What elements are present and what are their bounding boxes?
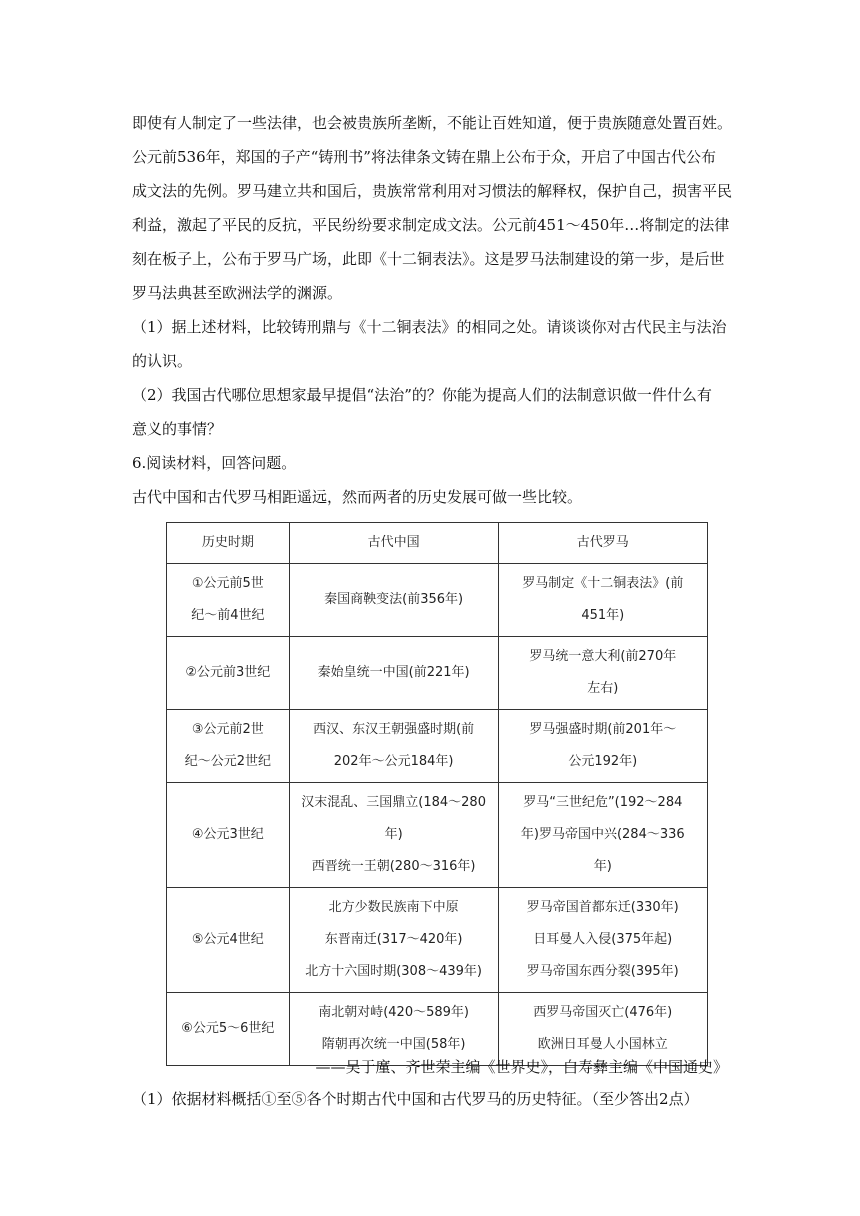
question-6-intro: 古代中国和古代罗马相距遥远，然而两者的历史发展可做一些比较。: [132, 488, 583, 506]
table-row: [167, 637, 708, 710]
question-5-1: [132, 310, 732, 378]
text-line: 罗马法典甚至欧洲法学的渊源。: [132, 284, 343, 302]
text-line: （2）我国古代哪位思想家最早提倡“法治”的？你能为提高人们的法制意识做一件什么有: [132, 386, 712, 404]
cell-line: 秦始皇统一中国(前221年): [317, 665, 470, 680]
cell-line: 年)罗马帝国中兴(284～336: [520, 827, 685, 842]
cell-line: 202年～公元184年): [333, 754, 454, 769]
china-cell: [289, 637, 498, 710]
china-cell: [289, 888, 498, 993]
cell-line: 451年): [581, 608, 625, 623]
table-row: [167, 710, 708, 783]
cell-line: 罗马制定《十二铜表法》(前: [522, 576, 684, 591]
cell-line: 南北朝对峙(420～589年): [318, 1005, 469, 1020]
cell-line: 隋朝再次统一中国(58年): [321, 1037, 466, 1052]
text-line: 利益，激起了平民的反抗，平民纷纷要求制定成文法。公元前451～450年…将制定的法律: [132, 216, 730, 234]
history-comparison-table: [166, 522, 708, 1066]
text-line: 的认识。: [132, 352, 193, 370]
rome-cell: [498, 637, 707, 710]
cell-line: ③公元前2世: [191, 722, 264, 737]
cell-line: 罗马统一意大利(前270年: [529, 649, 677, 664]
period-cell: [167, 888, 290, 993]
cell-line: 西晋统一王朝(280～316年): [311, 859, 476, 874]
period-cell: [167, 993, 290, 1066]
rome-cell: [498, 888, 707, 993]
cell-line: 罗马帝国东西分裂(395年): [526, 964, 679, 979]
table-row: [167, 783, 708, 888]
period-cell: [167, 564, 290, 637]
cell-line: 左右): [587, 681, 619, 696]
cell-line: ⑥公元5～6世纪: [181, 1021, 275, 1036]
cell-line: 秦国商鞅变法(前356年): [324, 592, 464, 607]
text-line: 公元前536年，郑国的子产“铸刑书”将法律条文铸在鼎上公布于众，开启了中国古代公布: [132, 148, 716, 166]
text-line: 即使有人制定了一些法律，也会被贵族所垄断，不能让百姓知道，便于贵族随意处置百姓。: [132, 114, 732, 132]
period-cell: [167, 783, 290, 888]
header-china: 古代中国: [289, 523, 498, 564]
cell-line: 日耳曼人入侵(375年起): [533, 932, 673, 947]
cell-line: 公元192年): [568, 754, 638, 769]
cell-line: 欧洲日耳曼人小国林立: [537, 1037, 668, 1052]
china-cell: [289, 710, 498, 783]
cell-line: 西罗马帝国灭亡(476年): [533, 1005, 673, 1020]
period-cell: [167, 710, 290, 783]
rome-cell: [498, 783, 707, 888]
cell-line: 东晋南迁(317～420年): [324, 932, 463, 947]
cell-line: 年): [593, 859, 612, 874]
header-period: 历史时期: [167, 523, 290, 564]
cell-line: 汉末混乱、三国鼎立(184～280: [301, 795, 486, 810]
period-cell: [167, 637, 290, 710]
cell-line: ④公元3世纪: [191, 827, 264, 842]
cell-line: ②公元前3世纪: [185, 665, 271, 680]
cell-line: ①公元前5世: [191, 576, 264, 591]
cell-line: 罗马“三世纪危”(192～284: [523, 795, 683, 810]
rome-cell: [498, 710, 707, 783]
cell-line: 北方十六国时期(308～439年): [305, 964, 482, 979]
table-row: [167, 564, 708, 637]
question-6-1: （1）依据材料概括①至⑤各个时期古代中国和古代罗马的历史特征。（至少答出2点）: [132, 1090, 699, 1108]
rome-cell: [498, 564, 707, 637]
text-line: 成文法的先例。罗马建立共和国后，贵族常常利用对习惯法的解释权，保护自己，损害平民: [132, 182, 732, 200]
passage-text: [132, 106, 732, 310]
cell-line: ⑤公元4世纪: [191, 932, 264, 947]
cell-line: 北方少数民族南下中原: [328, 900, 459, 915]
question-6-title: 6.阅读材料，回答问题。: [132, 454, 297, 472]
china-cell: [289, 564, 498, 637]
table-header-row: [167, 523, 708, 564]
table-row: [167, 888, 708, 993]
source-citation: ——吴于廑、齐世荣主编《世界史》，白寿彝主编《中国通史》: [315, 1058, 728, 1076]
china-cell: [289, 783, 498, 888]
cell-line: 罗马帝国首都东迁(330年): [526, 900, 679, 915]
text-line: 刻在板子上，公布于罗马广场，此即《十二铜表法》。这是罗马法制建设的第一步，是后世: [132, 250, 725, 268]
cell-line: 西汉、东汉王朝强盛时期(前: [313, 722, 475, 737]
cell-line: 纪～公元2世纪: [184, 754, 271, 769]
cell-line: 罗马强盛时期(前201年～: [529, 722, 677, 737]
cell-line: 纪～前4世纪: [191, 608, 265, 623]
text-line: （1）据上述材料，比较铸刑鼎与《十二铜表法》的相同之处。请谈谈你对古代民主与法治: [132, 318, 727, 336]
cell-line: 年): [384, 827, 403, 842]
question-5-2: [132, 378, 732, 446]
text-line: 意义的事情？: [132, 420, 223, 438]
header-rome: 古代罗马: [498, 523, 707, 564]
